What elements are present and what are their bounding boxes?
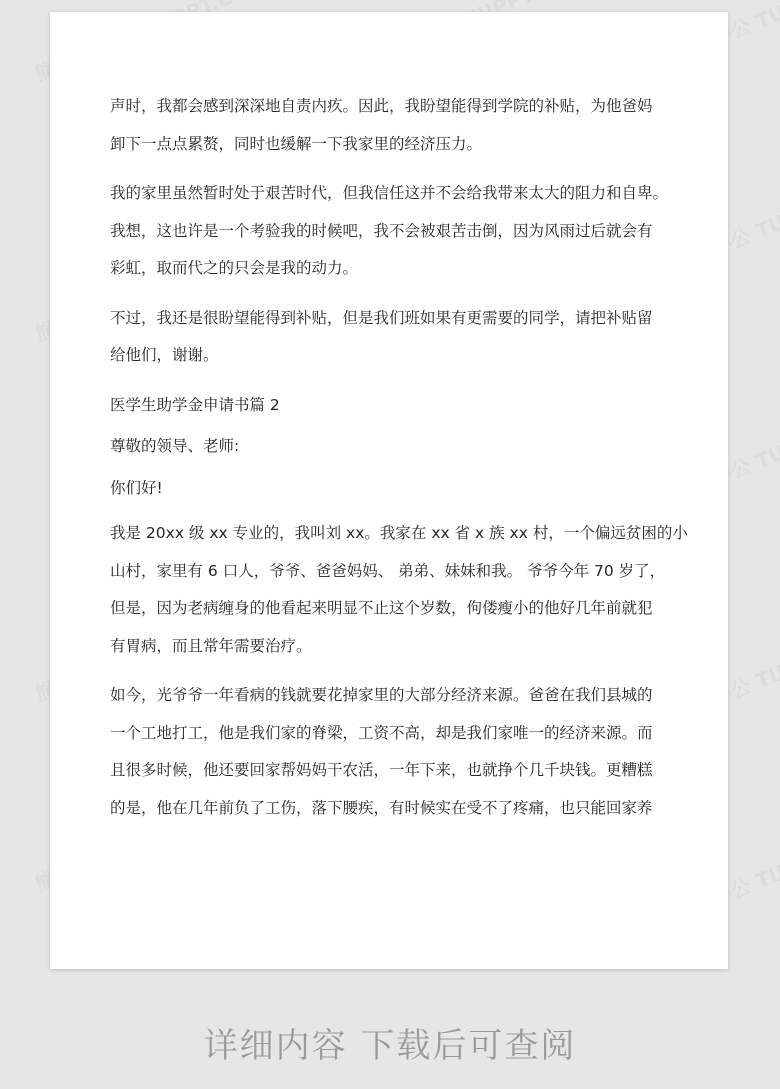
text-line: 山村，家里有 6 口人，爷爷、爸爸妈妈、 弟弟、妹妹和我。 爷爷今年 70 岁了， [110, 561, 666, 580]
text-line: 一个工地打工，他是我们家的脊梁，工资不高，却是我们家唯一的经济来源。而 [110, 723, 653, 742]
text-line: 的是，他在几年前负了工伤，落下腰疾，有时候实在受不了疼痛，也只能回家养 [110, 798, 653, 817]
text-line: 彩虹，取而代之的只会是我的动力。 [110, 259, 359, 277]
paragraph [110, 175, 670, 288]
text-line: 给他们，谢谢。 [110, 346, 219, 364]
download-prompt: 详细内容 下载后可查阅 [203, 1026, 577, 1066]
text-line: 我想，这也许是一个考验我的时候吧，我不会被艰苦击倒，因为风雨过后就会有 [110, 221, 653, 240]
paragraph [110, 677, 670, 827]
text-line: 我的家里虽然暂时处于艰苦时代，但我信任这并不会给我带来太大的阻力和自卑。 [110, 184, 669, 202]
text-line: 声时，我都会感到深深地自责内疚。因此，我盼望能得到学院的补贴，为他爸妈 [110, 97, 653, 115]
greeting: 你们好! [110, 478, 163, 497]
document-body [110, 88, 688, 839]
salutation: 尊敬的领导、老师: [110, 437, 240, 455]
text-line: 如今，光爷爷一年看病的钱就要花掉家里的大部分经济来源。爸爸在我们县城的 [110, 686, 653, 704]
document-page [50, 12, 728, 969]
text-line: 卸下一点点累赘，同时也缓解一下我家里的经济压力。 [110, 134, 483, 153]
text-line: 但是，因为老病缠身的他看起来明显不止这个岁数，佝偻瘦小的他好几年前就犯 [110, 599, 653, 617]
paragraph [110, 515, 688, 665]
text-line: 且很多时候，他还要回家帮妈妈干农活，一年下来，也就挣个几千块钱。更糟糕 [110, 761, 653, 779]
text-line: 我是 20xx 级 xx 专业的，我叫刘 xx。我家在 xx 省 x 族 xx 村，一个偏远贫困的小 [110, 524, 688, 542]
section-title: 医学生助学金申请书篇 2 [110, 395, 280, 414]
paragraph [110, 300, 670, 375]
text-line: 有胃病，而且常年需要治疗。 [110, 636, 312, 655]
text-line: 不过，我还是很盼望能得到补贴，但是我们班如果有更需要的同学，请把补贴留 [110, 308, 653, 327]
paragraph [110, 88, 670, 163]
